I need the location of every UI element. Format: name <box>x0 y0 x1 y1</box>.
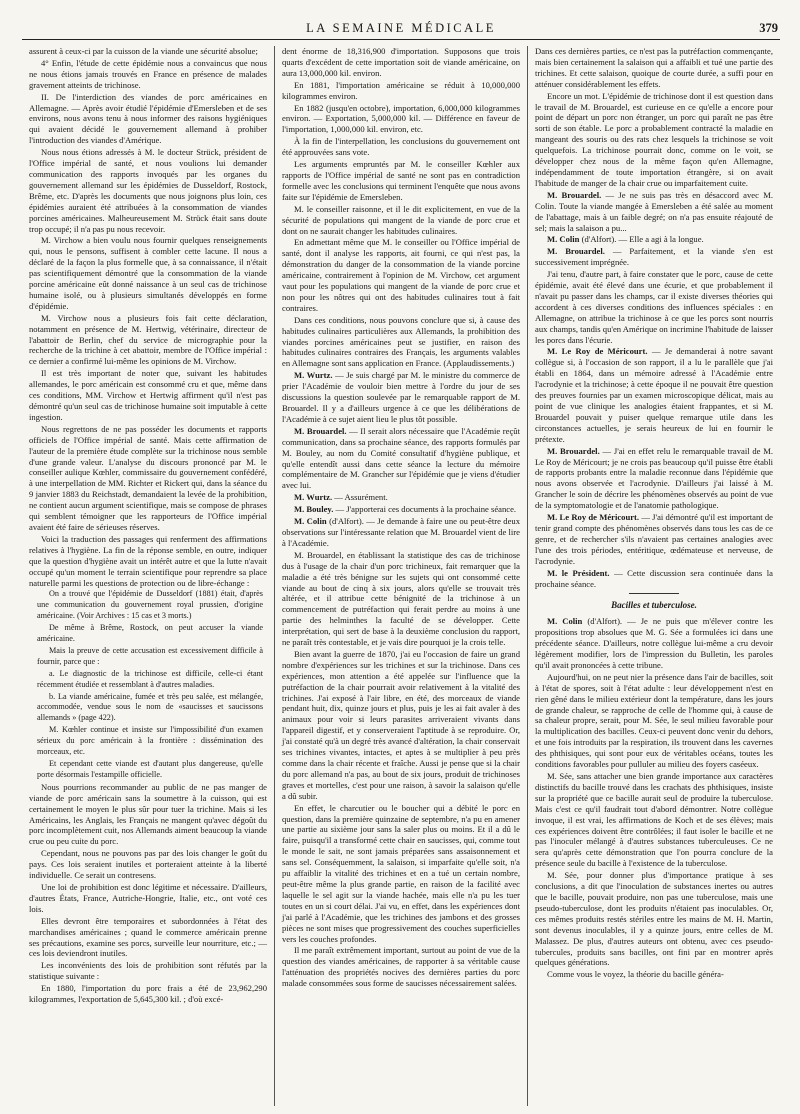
debate-entry <box>535 616 773 671</box>
paragraph: M. le conseiller raisonne, et il le dit explicitement, en vue de la sécurité de populations qui mangent de la viande de porc crue et dont on ne saurait changer les habitudes culinaires. <box>282 203 520 236</box>
speech-text: (d'Alfort). — Je demande à faire une ou peut-être deux observations sur l'intéressante relation que M. Brouardel vient de lire à l'Académie. <box>282 516 520 548</box>
quoted-passage: Et cependant cette viande est d'autant plus dangereuse, qu'elle porte désormais l'estampille officielle. <box>37 759 263 779</box>
speech-text: — Je suis chargé par M. le ministre du commerce de prier l'Académie de vouloir bien mettre à l'ordre du jour de ses discussions la question soulevée par le remarquable rapport de M. Brouardel. Il y a d'ailleurs urgence à ce que les délibérations de l'Académie à ce sujet aient lieu le plus tôt possible. <box>282 370 520 424</box>
paragraph: À la fin de l'interpellation, les conclusions du gouvernement ont été approuvées sans vote. <box>282 136 520 158</box>
column-left <box>22 46 274 1106</box>
debate-entry <box>535 446 773 511</box>
paragraph: M. Brouardel, en établissant la statistique des cas de trichinose dus à l'usage de la chair d'un porc trichineux, fait remarquer que la maladie a été très bénigne sur les sujets qui ont consommé cette viande au bout de cinq à six jours, alors qu'elle se trouvait très altérée, et il attribue cette bénignité de la trichinose à un commencement de putréfaction qui ferait perdre au moins à une partie des helminthes la faculté de se développer. Cette interprétation, qui sert de base à la deuxième conclusion du rapport, ne paraît très contestable, et je vais dire pourquoi je la crois telle. <box>282 549 520 648</box>
speech-text: — Cette discussion sera continuée dans la prochaine séance. <box>535 567 773 589</box>
debate-entry <box>535 512 773 567</box>
paragraph: Les arguments empruntés par M. le conseiller Kœhler aux rapports de l'Office impérial de santé ne sont pas en contradiction formelle avec les conclusions qui terminent l'enquête que nous avons faite sur l'épidémie de Emersleben. <box>282 159 520 202</box>
speech-text: — Je demanderai à notre savant collègue si, à l'occasion de son rapport, il a lu le parallèle que j'ai établi en 1864, dans un mémoire adressé à l'Académie entre l'acrodynie et la trichinose; à cette époque il ne pouvait être question des preuves fournies par un examen microscopique délicat, mais au point de vue clinique les analogies étaient frappantes, et si M. Brouardel pouvait y puiser quelque remarque utile dans les circonstances actuelles, je serais heureux de lui en fournir le prétexte. <box>535 346 773 444</box>
paragraph: Cependant, nous ne pouvons pas par des lois changer le goût du pays. Ces lois seraient inutiles et porteraient atteinte à la liberté individuelle. Ce serait un contresens. <box>29 848 267 881</box>
debate-entry <box>535 190 773 234</box>
paragraph: En 1880, l'importation du porc frais a été de 23,962,290 kilogrammes, l'exportation de 5,645,300 kil. ; d'où excé- <box>29 983 267 1005</box>
paragraph: Il est très important de noter que, suivant les habitudes allemandes, le porc américain est consommé cru et que, même dans ces conditions, MM. Virchow et Hertwig affirment qu'il n'est pas démontré qu'un seul cas de trichinose humaine soit imputable à cette ingestion. <box>29 368 267 422</box>
debate-entry <box>282 504 520 515</box>
speaker-name: M. le Président. <box>547 567 610 578</box>
running-head <box>22 14 780 40</box>
paragraph: Nous pourrions recommander au public de ne pas manger de viande de porc américain sans la soumettre à la cuisson, qui est certainement le moyen le plus sûr pour tuer la trichine. Mais si les Américains, les Anglais, les Français ne mangent qu'avec dégoût du porc incomplètement cuit, nos Allemands aiment beaucoup la viande crue ou peu cuite du porc. <box>29 781 267 847</box>
debate-entry <box>535 346 773 444</box>
quoted-passage: b. La viande américaine, fumée et très peu salée, est mélangée, accommodée, vendue sous le nom de «saucisses et saucissons allemands » (page 422). <box>37 691 263 723</box>
speech-text: — J'ai démontré qu'il est important de tenir grand compte des phénomènes observés dans tous les cas de ce genre, et de rechercher s'ils n'avaient pas certaines analogies avec l'une des trois périodes, entéritique, œdémateuse et nerveuse, de l'acrodynie. <box>535 512 773 566</box>
paragraph: En admettant même que M. le conseiller ou l'Office impérial de santé, dont il analyse les rapports, ait fourni, ce qui n'est pas, la démonstration du danger de la consommation de la viande porcine américaine, contrairement à l'opinion de M. Virchow, cet argument vaut pour les populations qui mangent de la viande de porc crue et non pour les nôtres qui ont des habitudes culinaires tout à fait contraires. <box>282 237 520 313</box>
speaker-name: M. Colin <box>547 234 580 245</box>
speaker-name: M. Brouardel. <box>547 189 602 200</box>
paragraph: Elles devront être temporaires et subordonnées à l'état des marchandises américaines ; quand le commerce américain prenne ses précautions, examine ses porcs, surveille leur nourriture, etc.; — ces lois deviendront inutiles. <box>29 915 267 959</box>
speaker-name: M. Brouardel. <box>547 246 605 257</box>
page-number: 379 <box>759 21 778 35</box>
paragraph: Les inconvénients des lois de prohibition sont réfutés par la statistique suivante : <box>29 960 267 982</box>
speaker-name: M. Le Roy de Méricourt. <box>547 346 648 357</box>
speaker-name: M. Brouardel. <box>547 445 600 456</box>
debate-entry <box>282 516 520 549</box>
paragraph: M. Virchow a bien voulu nous fournir quelques renseignements qui, nous le pensons, suffisent à combler cette lacune. Il nous a déclaré de la façon la plus formelle que, à sa connaissance, il n'était pas scientifiquement démontré que la consommation de la viande porcine américaine eût donné naissance à un seul cas de trichinose humaine isolé, ou à plusieurs simultanés développés en forme d'épidémie. <box>29 235 267 311</box>
section-title: Bacilles et tuberculose. <box>611 600 697 611</box>
quoted-passage: De même à Brême, Rostock, on peut accuser la viande américaine. <box>37 623 263 644</box>
speech-text: J'ai tenu, d'autre part, à faire constater que le porc, cause de cette épidémie, avait été élevé dans une écurie, et que probablement il n'avait pu passer dans les champs, car il existe diverses théories qui accordent à ces diverses conditions des influences spéciales : en Allemagne, on attribue la trichinose à ce que les porcs sont nourris aux champs, tandis qu'en Amérique on incrimine l'habitude de laisser les porcs dans l'écurie. <box>535 269 773 345</box>
column-right <box>527 46 780 1106</box>
paragraph: Encore un mot. L'épidémie de trichinose dont il est question dans le travail de M. Brouardel, est curieuse en ce qu'elle a encore pour point de départ un porc non étranger, un porc qui paraît ne pas être sorti de son étable. Le porc a probablement contracté la maladie en mangeant des souris ou des rats chez lesquels la trichinose se voit quelquefois. La trichinose pourrait donc, comme on le voit, se développer chez nous de la même façon qu'en Allemagne, indépendamment de toute importation étrangère, si on avait l'habitude de manger de la chair crue ou imparfaitement cuite. <box>535 90 773 188</box>
paragraph: Il me paraît extrêmement important, surtout au point de vue de la question des viandes américaines, de rapporter à sa véritable cause l'atténuation des propriétés nocives des dernières parties du porc malade consommées sous forme de saucisses nécessairement salées. <box>282 945 520 989</box>
speaker-name: M. Bouley. <box>294 504 334 515</box>
speaker-name: M. Le Roy de Méricourt. <box>547 512 640 523</box>
speaker-name: M. Wurtz. <box>294 492 333 503</box>
paragraph: assurent à ceux-ci par la cuisson de la viande une sécurité absolue; <box>29 46 258 56</box>
paragraph: En 1882 (jusqu'en octobre), importation, 6,000,000 kilogrammes environ. — Exportation, 5,000,000 kil. — Différence en faveur de l'importation, 1,000,000 kil. environ, etc. <box>282 102 520 135</box>
quoted-passage: a. Le diagnostic de la trichinose est difficile, celle-ci étant récemment étudiée et ressemblant à d'autres maladies. <box>37 668 263 689</box>
speech-text: — Assurément. <box>334 492 388 503</box>
paragraph: II. De l'interdiction des viandes de porc américaines en Allemagne. — Après avoir étudié l'épidémie d'Emersleben et de ses environs, nous avons tenu à nous informer des raisons hygiéniques qui avaient décidé le gouvernement allemand à prohiber l'introduction des viandes d'Amérique. <box>29 91 267 146</box>
paragraph: M. Sée, pour donner plus d'importance pratique à ses conclusions, a dit que l'inoculation de substances inertes ou autres que le bacille, pouvait produire, non pas une tuberculose, mais une pseudo-tuberculose, dont les produits n'étaient pas inoculables. Or, ces mêmes produits restés stériles entre les mains de M. H. Martin, sont devenus inoculables, il y a quinze jours, entre celles de M. Malassez. De plus, d'autres auteurs ont obtenu, avec ces pseudo-tubercules, produits sans bacilles, ont fini par en montrer après quelques générations. <box>535 870 773 968</box>
paragraph: Bien avant la guerre de 1870, j'ai eu l'occasion de faire un grand nombre d'expériences sur les trichines et sur la trichinose. Dans ces expériences, mon attention a été appelée sur l'influence que la putréfaction de la chair pourrait avoir relativement à la vitalité des trichines. J'ai exposé à l'air libre, en été, des morceaux de viande pendant huit, dix, quinze jours et plus, puis je les ai fait avaler à des animaux pour voir si leurs parasites arriveraient vivants dans l'appareil digestif, et y conserveraient l'aptitude à se reproduire. Or, j'ai constaté qu'à un degré très avancé d'altération, la chair conservait ses trichines vivantes, intactes, et aptes à se multiplier à peu près comme dans la chair récente et fraîche. Aussi je pense que si la chair du porc allemand n'a pas, au bout de six jours, produit de trichinoses graves et mortelles, c'est pour une raison, à savoir la salaison qu'elle a dû subir. <box>282 648 520 801</box>
speech-text: — Il serait alors nécessaire que l'Académie reçût communication, dans sa prochaine séance, des rapports formulés par M. Bouley, au nom du Comité consultatif d'hygiène publique, et qu'elle entendît aussi dans cette séance la lecture du mémoire complémentaire de M. Grancher sur l'épidémie que je viens d'étudier avec lui. <box>282 425 520 491</box>
speech-text: — J'ai en effet relu le remarquable travail de M. Le Roy de Méricourt; je ne crois pas beaucoup qu'il puisse être établi de rapports probants entre la maladie reconnue dans l'épidémie que nous avons observée et l'acrodynie. D'ailleurs j'ai laissé à M. Grancher le soin de décrire les phénomènes observés au point de vue de la symptomatologie et de l'anatomie pathologique. <box>535 445 774 511</box>
speech-text: — Je ne suis pas très en désaccord avec M. Colin. Toute la viande mangée à Emersleben a été salée au moment de l'abattage, mais à un faible degré; on n'a pas ensuite réajouté de sel; mais la salaison a pu... <box>535 189 773 233</box>
paragraph: Dans ces dernières parties, ce n'est pas la putréfaction commençante, mais bien certainement la salaison qui a affaibli et tué une partie des trichines. Et cette salaison, quoique de courte durée, a suffi pour en atténuer considérablement les effets. <box>535 46 773 89</box>
speaker-name: M. Brouardel. <box>294 425 347 436</box>
paragraph: M. Sée, sans attacher une bien grande importance aux caractères distinctifs du bacille trouvé dans les crachats des phthisiques, insiste sur la propriété que ce bacille aurait seul de produire la tuberculose. Mais c'est ce qu'il faudrait tout d'abord démontrer. Notre collègue invoque, il est vrai, les affirmations de Koch et de ses élèves; mais ces expériences doivent être contrôlées; il faut isoler le bacille et ne pas l'inoculer mélangé à d'autres substances tuberculeuses. Ce ne sera qu'après cette démonstration que l'on pourra conclure de la présence seule du bacille à l'existence de la tuberculose. <box>535 771 773 869</box>
debate-entry <box>535 568 773 590</box>
debate-entry <box>282 370 520 425</box>
speech-text: (d'Alfort). — Elle a agi à la longue. <box>581 234 704 245</box>
debate-entry <box>282 426 520 491</box>
paragraph: 4° Enfin, l'étude de cette épidémie nous a convaincus que nous ne nous étions jamais trouvés en France en présence de malades gravement atteints de trichinose. <box>29 57 267 90</box>
speaker-name: M. Colin <box>294 516 327 527</box>
speech-text: (d'Alfort). — Je ne puis que m'élever contre les propositions trop absolues que M. G. Sée a formulées ici dans une précédente séance. D'ailleurs, notre collègue lui-même a cru devoir légèrement modifier, lors de l'impression du Bulletin, les paroles qu'il avait prononcées à cette tribune. <box>535 616 774 670</box>
quoted-passage: Mais la preuve de cette accusation est excessivement difficile à fournir, parce que : <box>37 645 263 666</box>
paragraph: Nous nous étions adressés à M. le docteur Strück, président de l'Office impérial de santé, et nous voulions lui demander communication des rapports invoqués par les organes du gouvernement allemand sur les épidémies de Dusseldorf, Rostock, Brême, etc. D'après les documents que nous joignons plus loin, ces épidémies auraient été attribuées à la consommation de viandes porcines américaines. Malheureusement M. Strück était sans doute trop occupé; il n'a pas pu nous recevoir. <box>29 147 267 234</box>
paragraph: dent énorme de 18,316,900 d'importation. Supposons que trois quarts d'excédent de cette importation soit de viande américaine, on aura 13,000,000 kil. environ. <box>282 46 520 78</box>
speaker-name: M. Colin <box>547 616 583 627</box>
debate-entry <box>535 246 773 268</box>
speech-text: — J'apporterai ces documents à la prochaine séance. <box>335 504 517 515</box>
paragraph: Une loi de prohibition est donc légitime et nécessaire. D'ailleurs, d'autres États, France, Autriche-Hongrie, Italie, etc., ont voté ces lois. <box>29 881 267 914</box>
columns <box>22 46 780 1106</box>
paragraph: M. Virchow nous a plusieurs fois fait cette déclaration, notamment en présence de M. Hertwig, vétérinaire, directeur de l'abattoir de Berlin, chef du service de micrographie pour la recherche de la trichine à cet abattoir, membre de l'Office impérial : ce dernier a confirmé lui-même les opinions de M. Virchow. <box>29 312 267 367</box>
debate-entry <box>535 269 773 345</box>
paragraph: En effet, le charcutier ou le boucher qui a débité le porc en question, dans la première quinzaine de septembre, n'a pu en amener une partie au sixième jour sans la saler plus ou moins. Et il a dû le faire, puisqu'il a transformé cette chair en saucisses, qui, comme tout le monde le sait, ne sont jamais préparées sans assaisonnement et sans sel. Conséquemment, la salaison, si imparfaite qu'elle soit, n'a pu affaiblir la vitalité des trichines et en a tué un certain nombre, peut-être même la plus grande partie, en raison de la facilité avec laquelle le sel agit sur la viande hachée, mais elle n'a pu les tuer toutes en un si court délai. J'ai vu, en effet, dans les expériences dont j'ai parlé à l'Académie, que les trichines des jambons et des grosses pièces ne sont mises que progressivement des couches superficielles vers les couches profondes. <box>282 802 520 944</box>
paragraph: En 1881, l'importation américaine se réduit à 10,000,000 kilogrammes environ. <box>282 79 520 101</box>
debate-entry <box>535 234 773 245</box>
paragraph: Nous regrettons de ne pas posséder les documents et rapports officiels de l'Office impérial de santé. Mais cette affirmation de l'auteur de la première étude complète sur la trichinose nous semble d'une grande valeur. L'analyse du discours prononcé par M. le conseiller aulique Kœhler, commissaire du gouvernement confédéré, à une interpellation de MM. Richter et Rickert qui, dans la séance du 9 janvier 1883 du Reichstadt, demandaient la levée de la prohibition, ne contient aucun argument scientifique, mais se compose de phrases qui semblent témoigner que les rapporteurs de l'Office impérial avaient été faire de sérieuses réserves. <box>29 423 268 532</box>
quoted-passage: M. Kœhler continue et insiste sur l'impossibilité d'un examen sérieux du porc américain à la frontière : dissémination des morceaux, etc. <box>37 725 263 757</box>
quoted-passage: On a trouvé que l'épidémie de Dusseldorf (1881) était, d'après une communication du gouvernement royal prussien, d'origine américaine. (Voir Archives : 15 cas et 3 morts.) <box>37 589 263 621</box>
speaker-name: M. Wurtz. <box>294 370 333 381</box>
journal-title: LA SEMAINE MÉDICALE <box>306 21 496 35</box>
section-divider <box>629 593 679 594</box>
paragraph: Dans ces conditions, nous pouvons conclure que si, à cause des habitudes culinaires particulières aux Allemands, la prohibition des viandes porcines américaines peut se justifier, en raison des habitudes culinaires contraires des Français, les arguments valables en Allemagne sont sans application en France. (Applaudissements.) <box>282 314 520 369</box>
paragraph: Voici la traduction des passages qui renferment des affirmations relatives à l'hygiène. La fin de la réponse semble, en outre, indiquer que la question d'hygiène avait un intérêt autre et que la lutte n'avait occupé qu'un moment le terrain scientifique pour reprendre sa place naturelle parmi les questions de protection ou de libre-échange : <box>29 533 267 588</box>
paragraph: Comme vous le voyez, la théorie du bacille généra- <box>547 969 724 980</box>
speech-text: — Parfaitement, et la viande s'en est successivement imprégnée. <box>535 246 773 268</box>
debate-entry <box>282 492 520 503</box>
column-middle <box>274 46 527 1106</box>
paragraph: Aujourd'hui, on ne peut nier la présence dans l'air de bacilles, soit à l'état de spores, soit à l'état adulte : leur développement n'est en rien gêné dans le milieu extérieur dont la température, dans les jours de grande chaleur, se rapproche de celle de l'homme qui, à cause de sa chaleur propre, serait, pour M. Sée, le seul milieu favorable pour la multiplication des bacilles. Ceux-ci peuvent donc venir du dehors, et une fois introduits par la respiration, ils trouvent dans les cavernes des phthisiques, qui sont pour eux de véritables océans, toutes les conditions favorables pour pulluler au milieu des foyers caséeux. <box>535 671 773 770</box>
